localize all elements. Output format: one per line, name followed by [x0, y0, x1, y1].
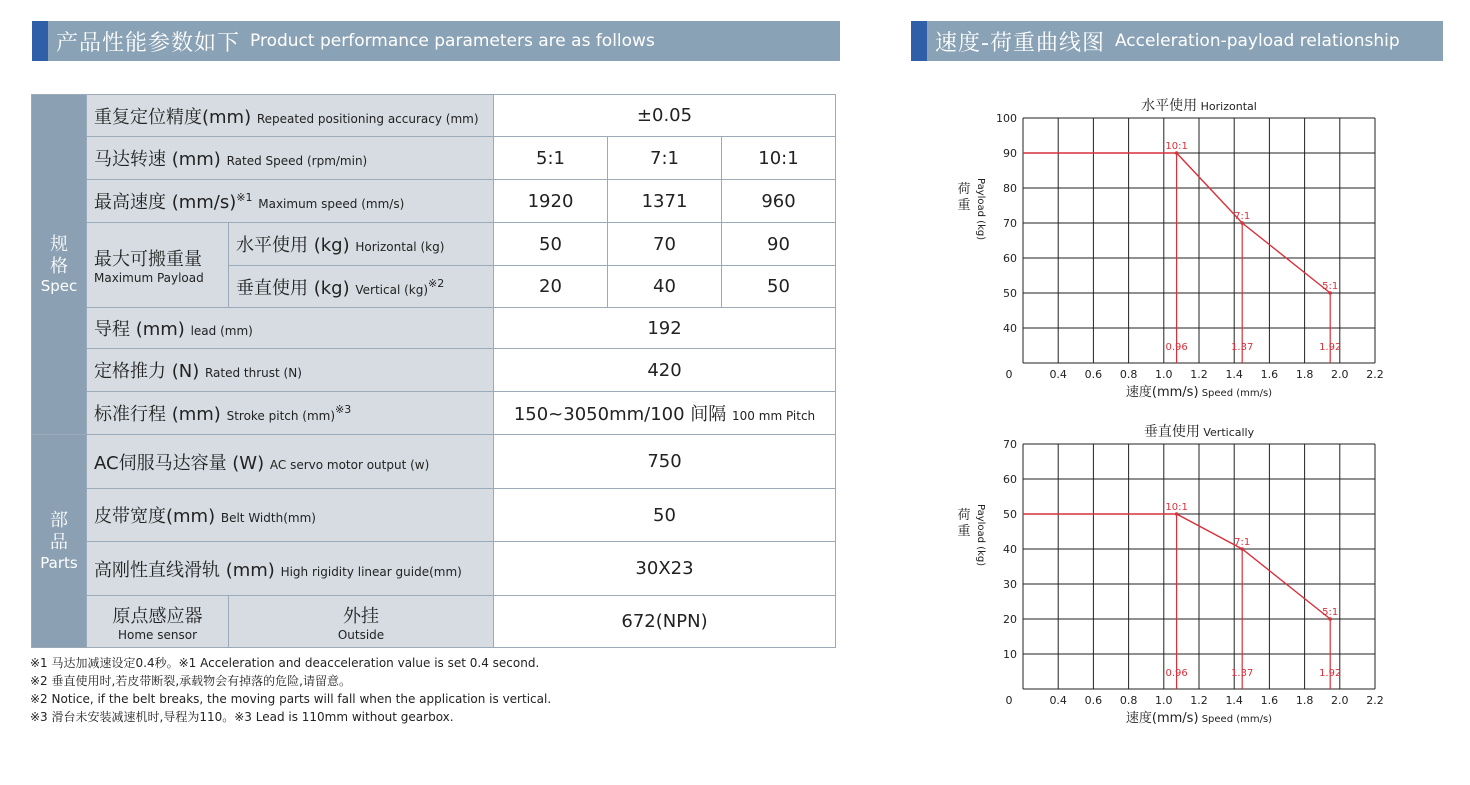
table-row	[32, 542, 836, 596]
y-tick-label: 40	[1003, 322, 1017, 335]
y-tick-label: 60	[1003, 473, 1017, 486]
x-tick-label: 0.8	[1119, 368, 1138, 381]
y-axis-label-zh: 荷	[957, 182, 971, 197]
label-zh: 马达转速 (mm)	[94, 149, 221, 170]
label-zh: 原点感应器	[112, 605, 203, 627]
x-tick-label: 1.0	[1155, 694, 1173, 707]
ratio-label: 7:1	[1234, 537, 1251, 548]
label-zh: 外挂	[343, 605, 379, 627]
row-label-rated-speed	[87, 137, 494, 180]
y-tick-label: 50	[1003, 287, 1017, 300]
y-tick-label: 100	[996, 112, 1017, 125]
table-row	[32, 180, 836, 223]
x-axis-label-en: Speed (mm/s)	[1198, 714, 1273, 725]
value-motor: 750	[494, 435, 836, 489]
category-parts	[32, 435, 87, 648]
x-tick-label: 1.8	[1295, 368, 1314, 381]
y-tick-label: 90	[1003, 147, 1017, 160]
x-tick-label: 0.4	[1049, 694, 1067, 707]
y-axis-label-en: Payload (kg)	[975, 178, 986, 241]
chart-title-en: Vertically	[1199, 426, 1255, 439]
label-en: Rated Speed (rpm/min)	[226, 154, 368, 168]
x-tick-label: 2.0	[1331, 368, 1349, 381]
x-tick-label: 2.2	[1366, 694, 1384, 707]
row-label-guide	[87, 542, 494, 596]
value-cell: 10:1	[722, 137, 836, 180]
x-tick-label: 0.6	[1084, 694, 1103, 707]
chart-title-zh: 垂直使用	[1143, 424, 1200, 440]
row-label-sensor	[87, 596, 229, 648]
x-tick-label: 1.4	[1225, 694, 1243, 707]
row-label-horizontal	[229, 223, 494, 266]
footnote: ※1 马达加减速设定0.4秒。※1 Acceleration and deacceleration value is set 0.4 second.	[30, 656, 540, 670]
speed-label: 1.92	[1319, 668, 1342, 679]
value-cell: 1371	[608, 180, 722, 223]
value-cell: 5:1	[494, 137, 608, 180]
speed-label: 1.37	[1231, 342, 1254, 353]
x-tick-label: 1.6	[1260, 368, 1279, 381]
x-tick-label: 0	[1005, 694, 1013, 707]
label-en: AC servo motor output (w)	[269, 457, 430, 472]
row-label-vertical	[229, 266, 494, 308]
footnote-mark: ※2	[428, 276, 445, 290]
value-guide: 30X23	[494, 542, 836, 596]
category-char: 部	[50, 510, 68, 532]
label-en: Repeated positioning accuracy (mm)	[256, 111, 479, 126]
x-tick-label: 1.8	[1295, 694, 1314, 707]
chart-title	[1144, 423, 1255, 440]
y-axis-label-zh: 荷	[957, 508, 971, 523]
x-tick-label: 1.4	[1225, 368, 1243, 381]
x-tick-label: 1.2	[1190, 694, 1208, 707]
vertical-payload-chart	[950, 418, 1390, 728]
category-char: 品	[50, 532, 68, 553]
value-stroke	[494, 392, 836, 435]
value-cell: 70	[608, 223, 722, 266]
value-lead: 192	[494, 308, 836, 349]
value-thrust: 420	[494, 349, 836, 392]
label-en: Maximum speed (mm/s)	[258, 197, 405, 211]
label-zh: 定格推力 (N)	[94, 361, 200, 382]
value-cell: 50	[722, 266, 836, 308]
horizontal-payload-chart	[950, 92, 1390, 402]
label-en: Home sensor	[117, 627, 198, 642]
label-zh: 垂直使用 (kg)	[236, 277, 350, 299]
value-sub: 100 mm Pitch	[732, 409, 816, 423]
y-tick-label: 60	[1003, 252, 1017, 265]
row-label-accuracy	[87, 95, 494, 137]
x-axis-label	[1126, 384, 1272, 400]
label-zh: 皮带宽度(mm)	[94, 506, 216, 527]
x-tick-label: 1.2	[1190, 368, 1208, 381]
ratio-label: 10:1	[1165, 141, 1188, 152]
x-axis-label	[1126, 710, 1272, 726]
footnotes	[30, 654, 551, 726]
ratio-label: 5:1	[1322, 607, 1339, 618]
chart-section-header	[911, 21, 1443, 61]
table-row	[32, 223, 836, 266]
x-tick-label: 0.6	[1084, 368, 1103, 381]
x-tick-label: 0	[1005, 368, 1013, 381]
y-axis-label-en: Payload (kg)	[975, 504, 986, 567]
label-zh: 最高速度 (mm/s)	[94, 192, 237, 213]
category-spec	[32, 95, 87, 435]
value-accuracy: ±0.05	[494, 95, 836, 137]
y-tick-label: 10	[1003, 648, 1017, 661]
header-accent-bar	[911, 21, 927, 61]
table-row	[32, 308, 836, 349]
row-label-thrust	[87, 349, 494, 392]
footnote: ※2 垂直使用时,若皮带断裂,承载物会有掉落的危险,请留意。	[30, 674, 351, 688]
row-label-lead	[87, 308, 494, 349]
ratio-label: 5:1	[1322, 281, 1339, 292]
label-zh: AC伺服马达容量 (W)	[94, 452, 265, 474]
value-cell: 90	[722, 223, 836, 266]
footnote-mark: ※1	[236, 191, 253, 204]
label-en: lead (mm)	[190, 324, 253, 338]
table-row	[32, 435, 836, 489]
y-tick-label: 20	[1003, 613, 1017, 626]
category-en: Parts	[40, 553, 78, 572]
y-tick-label: 80	[1003, 182, 1017, 195]
chart-title-en: Horizontal	[1197, 100, 1257, 113]
table-row	[32, 489, 836, 542]
x-tick-label: 1.6	[1260, 694, 1279, 707]
value-cell: 1920	[494, 180, 608, 223]
footnote: ※3 滑台未安装减速机时,导程为110。※3 Lead is 110mm without gearbox.	[30, 710, 454, 724]
row-label-sensor-type	[229, 596, 494, 648]
footnote-mark: ※3	[335, 403, 352, 416]
label-zh: 重复定位精度(mm)	[94, 106, 252, 128]
x-axis-label-en: Speed (mm/s)	[1198, 388, 1273, 399]
value-sensor: 672(NPN)	[494, 596, 836, 648]
x-tick-label: 0.8	[1119, 694, 1138, 707]
speed-label: 0.96	[1165, 342, 1188, 353]
label-en: Outside	[337, 627, 385, 642]
chart-header-en: Acceleration-payload relationship	[1114, 31, 1400, 51]
x-tick-label: 2.2	[1366, 368, 1384, 381]
value-main: 150~3050mm/100 间隔	[513, 404, 727, 425]
header-accent-bar	[32, 21, 48, 61]
y-tick-label: 70	[1003, 438, 1017, 451]
label-zh: 导程 (mm)	[94, 319, 185, 340]
y-tick-label: 30	[1003, 578, 1017, 591]
table-row	[32, 95, 836, 137]
label-zh: 水平使用 (kg)	[236, 235, 350, 256]
category-en: Spec	[40, 277, 78, 296]
label-zh: 高刚性直线滑轨 (mm)	[94, 559, 275, 581]
label-en: Stroke pitch (mm)	[226, 409, 336, 423]
value-cell: 7:1	[608, 137, 722, 180]
row-label-motor	[87, 435, 494, 489]
category-char: 规	[50, 233, 68, 255]
y-axis-label-zh: 重	[957, 524, 971, 539]
x-tick-label: 1.0	[1155, 368, 1173, 381]
label-en: Rated thrust (N)	[204, 366, 302, 380]
row-label-belt	[87, 489, 494, 542]
chart-title	[1141, 97, 1257, 114]
ratio-label: 10:1	[1165, 502, 1188, 513]
chart-header-zh: 速度-荷重曲线图	[935, 30, 1105, 56]
x-axis-label-zh: 速度(mm/s)	[1125, 385, 1199, 400]
value-cell: 50	[494, 223, 608, 266]
spec-table	[31, 94, 836, 648]
spec-header-en: Product performance parameters are as follows	[250, 31, 655, 51]
table-row	[32, 349, 836, 392]
spec-header-zh: 产品性能参数如下	[56, 30, 241, 56]
x-tick-label: 2.0	[1331, 694, 1349, 707]
y-tick-label: 40	[1003, 543, 1017, 556]
value-cell: 960	[722, 180, 836, 223]
row-label-stroke	[87, 392, 494, 435]
category-char: 格	[50, 255, 68, 277]
value-cell: 20	[494, 266, 608, 308]
row-label-payload	[87, 223, 229, 308]
y-tick-label: 70	[1003, 217, 1017, 230]
table-row	[32, 137, 836, 180]
y-tick-label: 50	[1003, 508, 1017, 521]
label-en: High rigidity linear guide(mm)	[280, 564, 462, 579]
y-axis-label-zh: 重	[957, 198, 971, 213]
spec-section-header	[32, 21, 840, 61]
speed-label: 1.92	[1319, 342, 1342, 353]
label-en: Belt Width(mm)	[220, 511, 316, 525]
value-belt: 50	[494, 489, 836, 542]
speed-label: 0.96	[1165, 668, 1188, 679]
speed-label: 1.37	[1231, 668, 1254, 679]
x-tick-label: 0.4	[1049, 368, 1067, 381]
row-label-max-speed	[87, 180, 494, 223]
label-en: Horizontal (kg)	[355, 240, 445, 254]
ratio-label: 7:1	[1234, 211, 1251, 222]
footnote: ※2 Notice, if the belt breaks, the moving parts will fall when the application is vertical.	[30, 692, 552, 706]
label-en: Maximum Payload	[94, 271, 204, 285]
x-axis-label-zh: 速度(mm/s)	[1125, 711, 1199, 726]
table-row	[32, 392, 836, 435]
label-zh: 标准行程 (mm)	[94, 404, 221, 425]
chart-title-zh: 水平使用	[1141, 98, 1198, 114]
label-en: Vertical (kg)	[355, 282, 429, 297]
label-zh: 最大可搬重量	[94, 249, 202, 270]
table-row	[32, 596, 836, 648]
value-cell: 40	[608, 266, 722, 308]
